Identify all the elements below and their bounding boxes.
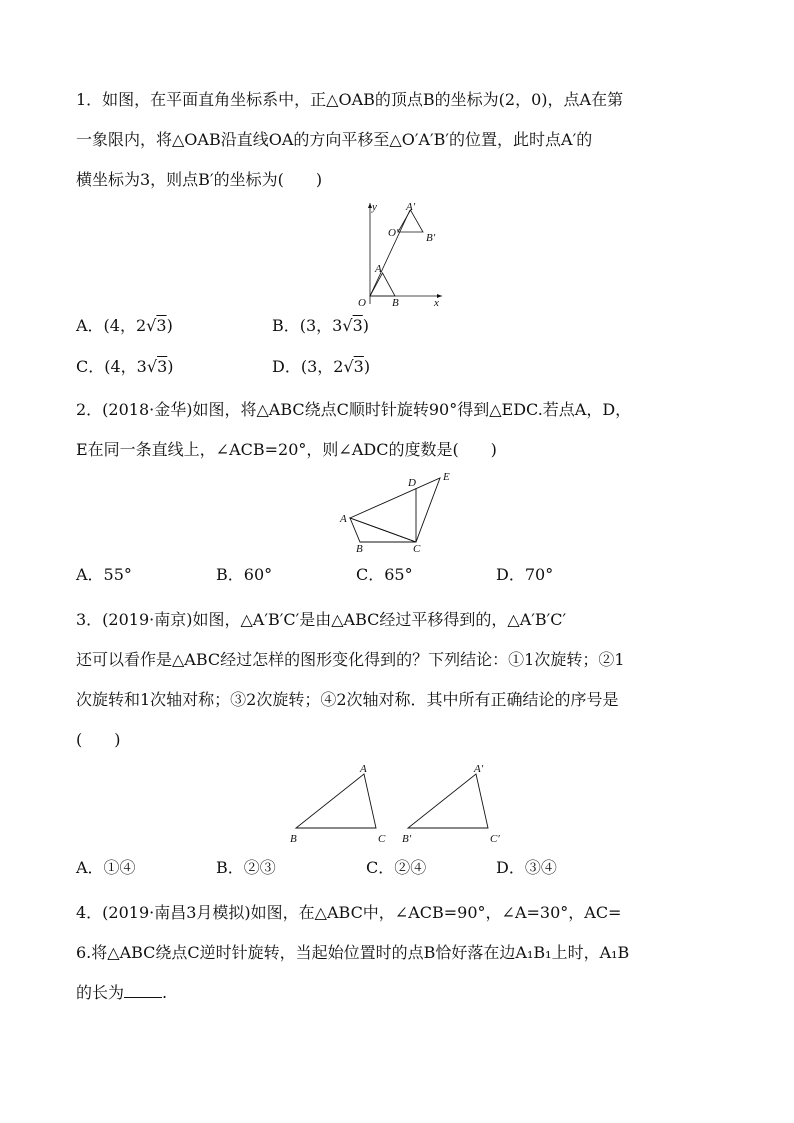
triangle-o-prime-a-prime-b-prime [398,210,423,232]
q3-line-4: ( ) [76,730,121,749]
label-c: C [413,543,421,555]
q3-option-d: D．③④ [496,858,557,877]
q3-line-1: 3．(2019·南京)如图，△A′B′C′是由△ABC经过平移得到的，△A′B′C′ [76,610,567,629]
label-a-prime: A′ [406,201,416,213]
q2-line-2: E在同一条直线上，∠ACB=20°，则∠ADC的度数是( ) [76,440,497,459]
label-c: C [378,833,386,845]
q1-option-d: D．(3，2√3) [272,357,371,376]
q4-line-3-text: 的长为 [76,983,125,1002]
label-d: D [408,477,416,489]
q2-line-1: 2．(2018·金华)如图，将△ABC绕点C顺时针旋转90°得到△EDC.若点A，D， [76,400,632,419]
line-oa [370,210,410,296]
label-b-prime: B′ [402,833,412,845]
q3-option-a: A．①④ [76,858,136,877]
q1-option-b: B．(3，3√3) [272,316,370,335]
q4-line-3-end: . [162,983,168,1002]
q2-option-a: A．55° [76,565,132,584]
label-b: B [290,833,297,845]
label-y: y [372,201,377,213]
label-x: x [434,297,439,308]
q2-option-d: D．70° [496,565,554,584]
q2-option-b: B．60° [216,565,273,584]
label-b-prime: B′ [426,232,436,244]
label-a: A [375,263,382,275]
label-e: E [443,471,450,483]
triangle-aec [350,478,440,542]
q1-option-a: A．(4，2√3) [76,316,173,335]
label-a: A [360,763,367,775]
q4-line-2: 6.将△ABC绕点C逆时针旋转，当起始位置时的点B恰好落在边A₁B₁上时，A₁B [76,943,630,962]
label-b: B [356,543,363,555]
q1-option-c: C．(4，3√3) [76,357,174,376]
label-o: O [358,297,366,308]
q1-line-2: 一象限内，将△OAB沿直线OA的方向平移至△O′A′B′的位置，此时点A′的 [76,130,593,149]
q3-option-c: C．②④ [366,858,427,877]
answer-blank[interactable] [124,983,162,998]
q3-line-3: 次旋转和1次轴对称；③2次旋转；④2次轴对称．其中所有正确结论的序号是 [76,690,619,709]
label-a: A [340,513,347,525]
label-c-prime: C′ [490,833,500,845]
q2-option-c: C．65° [356,565,413,584]
q4-line-1: 4．(2019·南昌3月模拟)如图，在△ABC中，∠ACB=90°，∠A=30°，AC= [76,903,622,922]
q4-line-3 [76,983,167,1003]
q1-line-3: 横坐标为3，则点B′的坐标为( ) [76,170,323,189]
triangle-abc [296,774,376,828]
q3-figure [280,760,520,850]
triangle-oab [370,273,395,296]
q3-option-b: B．②③ [216,858,276,877]
label-a-prime: A′ [474,763,484,775]
q1-figure [350,198,450,308]
label-o-prime: O′ [388,227,399,239]
q1-line-1: 1．如图，在平面直角坐标系中，正△OAB的顶点B的坐标为(2，0)，点A在第 [76,90,624,109]
q2-figure [336,468,460,558]
label-b: B [392,297,399,308]
q3-line-2: 还可以看作是△ABC经过怎样的图形变化得到的？下列结论：①1次旋转；②1 [76,650,625,669]
triangle-a-prime-b-prime-c-prime [408,774,488,828]
